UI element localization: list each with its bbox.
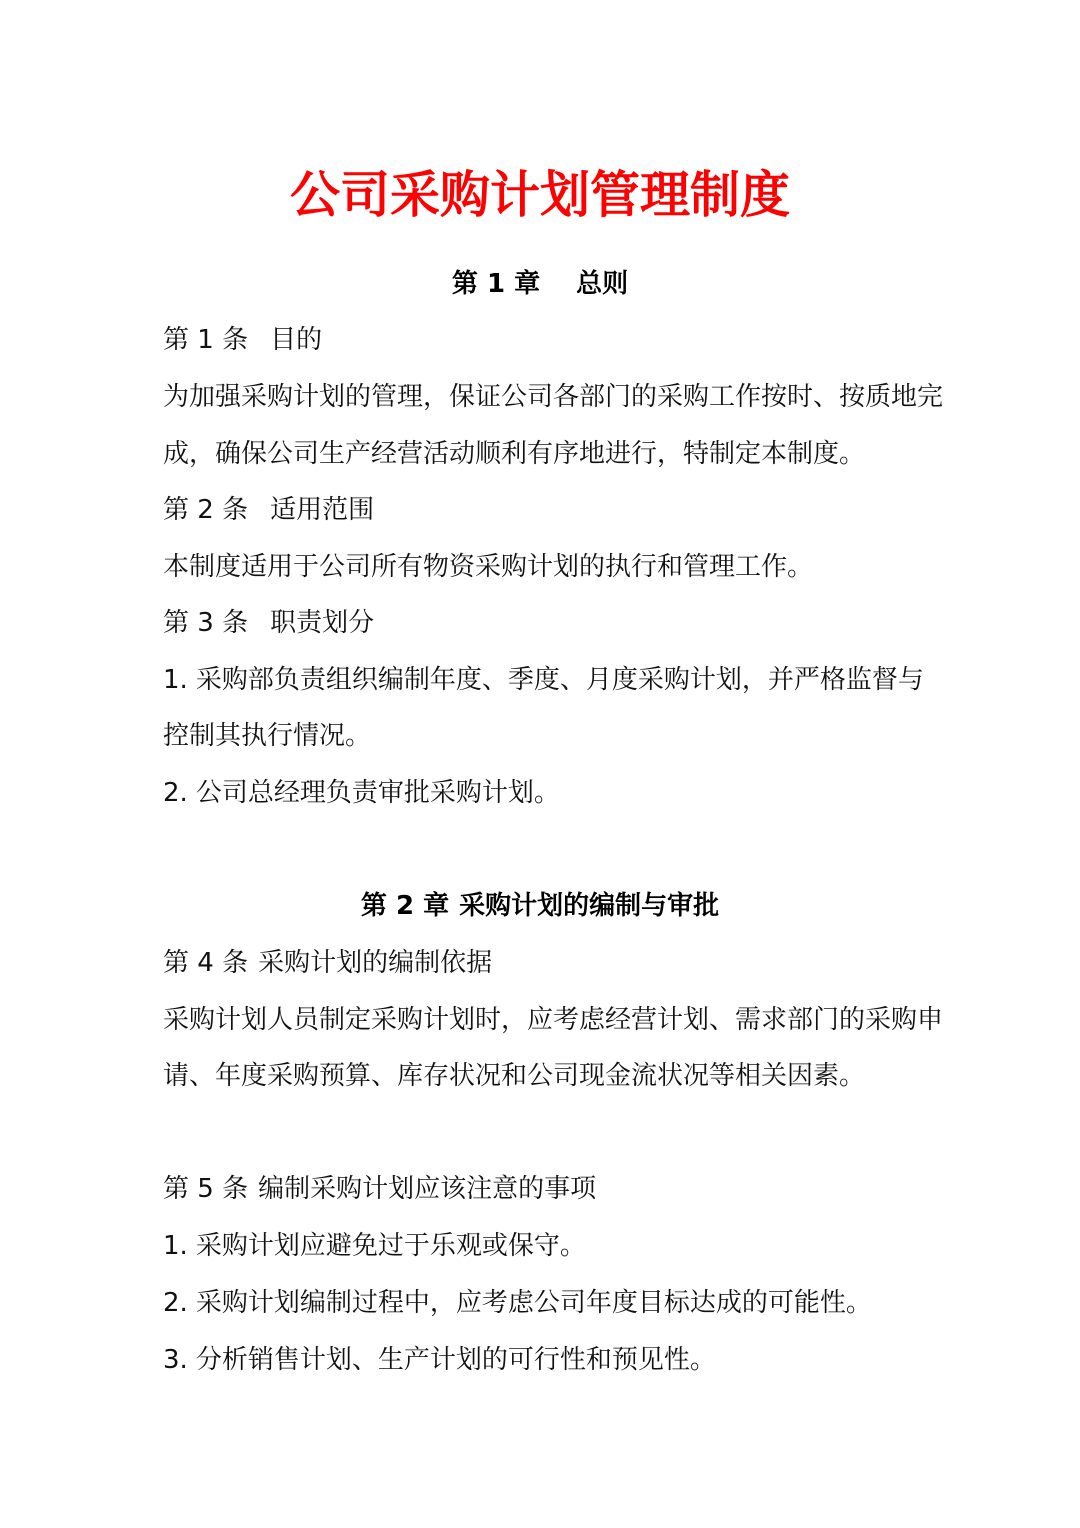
article-2-number: 第 2 条: [163, 495, 249, 525]
article-4-text-line-1: 采购计划人员制定采购计划时，应考虑经营计划、需求部门的采购申: [163, 1005, 944, 1035]
article-1-name: 目的: [270, 325, 323, 355]
chapter-1-name: 总则: [576, 269, 629, 299]
article-3-item-1-text: 采购部负责组织编制年度、季度、月度采购计划，并严格监督与: [195, 665, 924, 695]
chapter-1-number: 第 1 章: [451, 269, 541, 299]
article-3-item-1-line-1: [163, 660, 943, 700]
article-5-name: 编制采购计划应该注意的事项: [258, 1174, 597, 1204]
article-5-number: 第 5 条: [163, 1174, 249, 1204]
article-5-item-1: [163, 1226, 943, 1266]
article-5-item-3-text: 分析销售计划、生产计划的可行性和预见性。: [195, 1345, 716, 1375]
article-5-heading: [163, 1169, 943, 1209]
article-2-heading: [163, 490, 943, 530]
article-3-heading: [163, 603, 943, 643]
article-5-item-1-marker: 1.: [163, 1231, 188, 1261]
article-5-item-2-text: 采购计划编制过程中，应考虑公司年度目标达成的可能性。: [195, 1288, 872, 1318]
article-3-item-1-line-2: 控制其执行情况。: [163, 721, 372, 751]
article-1-text-line-1: 为加强采购计划的管理，保证公司各部门的采购工作按时、按质地完: [163, 382, 944, 412]
article-4-text-line-2: 请、年度采购预算、库存状况和公司现金流状况等相关因素。: [163, 1061, 866, 1091]
article-2-text-line-1: 本制度适用于公司所有物资采购计划的执行和管理工作。: [163, 552, 814, 582]
article-3-name: 职责划分: [270, 608, 375, 638]
article-5-item-3-marker: 3.: [163, 1345, 188, 1375]
chapter-2-heading: [0, 886, 1080, 926]
article-3-item-2-marker: 2.: [163, 778, 188, 808]
article-4-heading: [163, 943, 943, 983]
chapter-2-number: 第 2 章: [360, 891, 450, 921]
article-3-item-2-line-1: [163, 773, 943, 813]
article-1-number: 第 1 条: [163, 325, 249, 355]
article-5-item-2-marker: 2.: [163, 1288, 188, 1318]
article-5-item-2: [163, 1283, 943, 1323]
chapter-1-heading: [0, 264, 1080, 304]
article-3-number: 第 3 条: [163, 608, 249, 638]
article-5-item-1-text: 采购计划应避免过于乐观或保守。: [195, 1231, 586, 1261]
article-5-item-3: [163, 1340, 943, 1380]
document-title: 公司采购计划管理制度: [290, 166, 790, 224]
article-1-heading: [163, 320, 943, 360]
chapter-2-name: 采购计划的编制与审批: [459, 891, 720, 921]
article-4-name: 采购计划的编制依据: [258, 948, 493, 978]
article-1-text-line-2: 成，确保公司生产经营活动顺利有序地进行，特制定本制度。: [163, 439, 866, 469]
article-4-number: 第 4 条: [163, 948, 249, 978]
article-2-name: 适用范围: [270, 495, 375, 525]
article-3-item-2-text: 公司总经理负责审批采购计划。: [195, 778, 560, 808]
article-3-item-1-marker: 1.: [163, 665, 188, 695]
